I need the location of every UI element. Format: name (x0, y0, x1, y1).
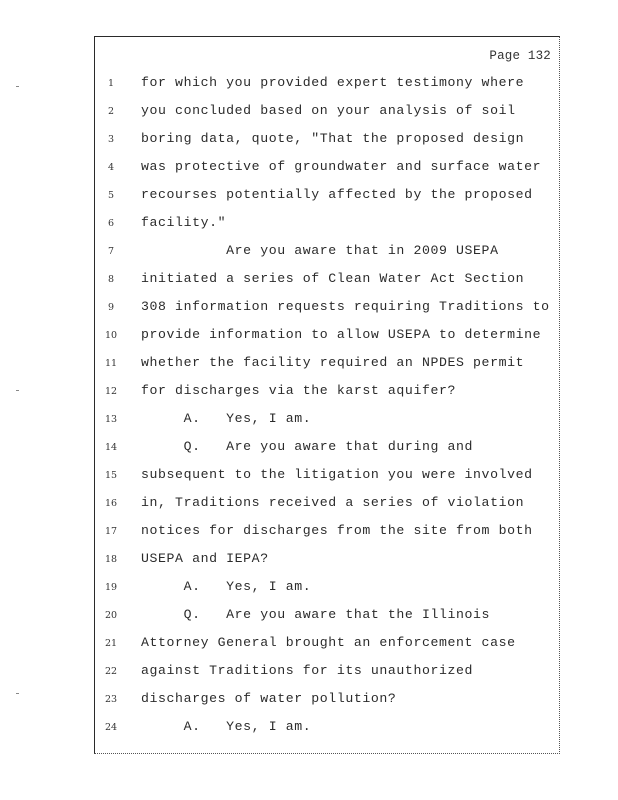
transcript-line (95, 467, 559, 487)
transcript-body (95, 37, 559, 753)
line-text: provide information to allow USEPA to determine (141, 327, 542, 342)
transcript-line (95, 551, 559, 571)
scan-mark (16, 390, 19, 391)
transcript-line (95, 159, 559, 179)
line-text: A. Yes, I am. (141, 411, 312, 426)
transcript-line (95, 327, 559, 347)
line-number: 3 (107, 134, 115, 145)
scan-mark (16, 693, 19, 694)
transcript-line (95, 439, 559, 459)
line-text: you concluded based on your analysis of soil (141, 103, 516, 118)
line-number: 13 (104, 414, 118, 425)
line-text: Attorney General brought an enforcement case (141, 635, 516, 650)
line-text: A. Yes, I am. (141, 579, 312, 594)
line-number: 14 (104, 442, 118, 453)
transcript-line (95, 691, 559, 711)
transcript-line (95, 243, 559, 263)
line-number: 18 (104, 554, 118, 565)
transcript-line (95, 271, 559, 291)
line-number: 16 (104, 498, 118, 509)
transcript-line (95, 663, 559, 683)
transcript-line (95, 215, 559, 235)
line-text: discharges of water pollution? (141, 691, 397, 706)
line-text: notices for discharges from the site from both (141, 523, 533, 538)
line-text: Q. Are you aware that during and (141, 439, 474, 454)
transcript-line (95, 187, 559, 207)
line-number: 9 (107, 302, 115, 313)
transcript-line (95, 411, 559, 431)
line-text: for discharges via the karst aquifer? (141, 383, 457, 398)
line-number: 23 (104, 694, 118, 705)
line-text: Are you aware that in 2009 USEPA (141, 243, 499, 258)
line-text: subsequent to the litigation you were involved (141, 467, 533, 482)
line-number: 11 (104, 358, 118, 369)
line-number: 2 (107, 106, 115, 117)
transcript-line (95, 103, 559, 123)
transcript-line (95, 383, 559, 403)
transcript-line (95, 355, 559, 375)
page-number: Page 132 (489, 49, 551, 63)
line-number: 5 (107, 190, 115, 201)
line-text: against Traditions for its unauthorized (141, 663, 474, 678)
transcript-line (95, 607, 559, 627)
line-text: initiated a series of Clean Water Act Section (141, 271, 525, 286)
line-number: 20 (104, 610, 118, 621)
scan-mark (16, 86, 19, 87)
line-number: 6 (107, 218, 115, 229)
line-number: 21 (104, 638, 118, 649)
line-number: 7 (107, 246, 115, 257)
transcript-line (95, 523, 559, 543)
line-number: 24 (104, 722, 118, 733)
transcript-line (95, 131, 559, 151)
line-text: boring data, quote, "That the proposed design (141, 131, 525, 146)
line-number: 8 (107, 274, 115, 285)
line-number: 15 (104, 470, 118, 481)
line-text: 308 information requests requiring Traditions to (141, 299, 550, 314)
line-number: 1 (107, 78, 115, 89)
line-text: A. Yes, I am. (141, 719, 312, 734)
line-number: 17 (104, 526, 118, 537)
transcript-line (95, 495, 559, 515)
transcript-line (95, 579, 559, 599)
line-text: for which you provided expert testimony where (141, 75, 525, 90)
line-text: USEPA and IEPA? (141, 551, 269, 566)
transcript-page (94, 36, 560, 754)
transcript-line (95, 719, 559, 739)
line-number: 12 (104, 386, 118, 397)
line-text: was protective of groundwater and surface water (141, 159, 542, 174)
line-number: 19 (104, 582, 118, 593)
line-number: 10 (104, 330, 118, 341)
transcript-line (95, 635, 559, 655)
line-text: in, Traditions received a series of violation (141, 495, 525, 510)
line-text: Q. Are you aware that the Illinois (141, 607, 491, 622)
line-number: 22 (104, 666, 118, 677)
transcript-line (95, 299, 559, 319)
line-text: facility." (141, 215, 227, 230)
line-number: 4 (107, 162, 115, 173)
line-text: recourses potentially affected by the proposed (141, 187, 533, 202)
line-text: whether the facility required an NPDES permit (141, 355, 525, 370)
transcript-line (95, 75, 559, 95)
